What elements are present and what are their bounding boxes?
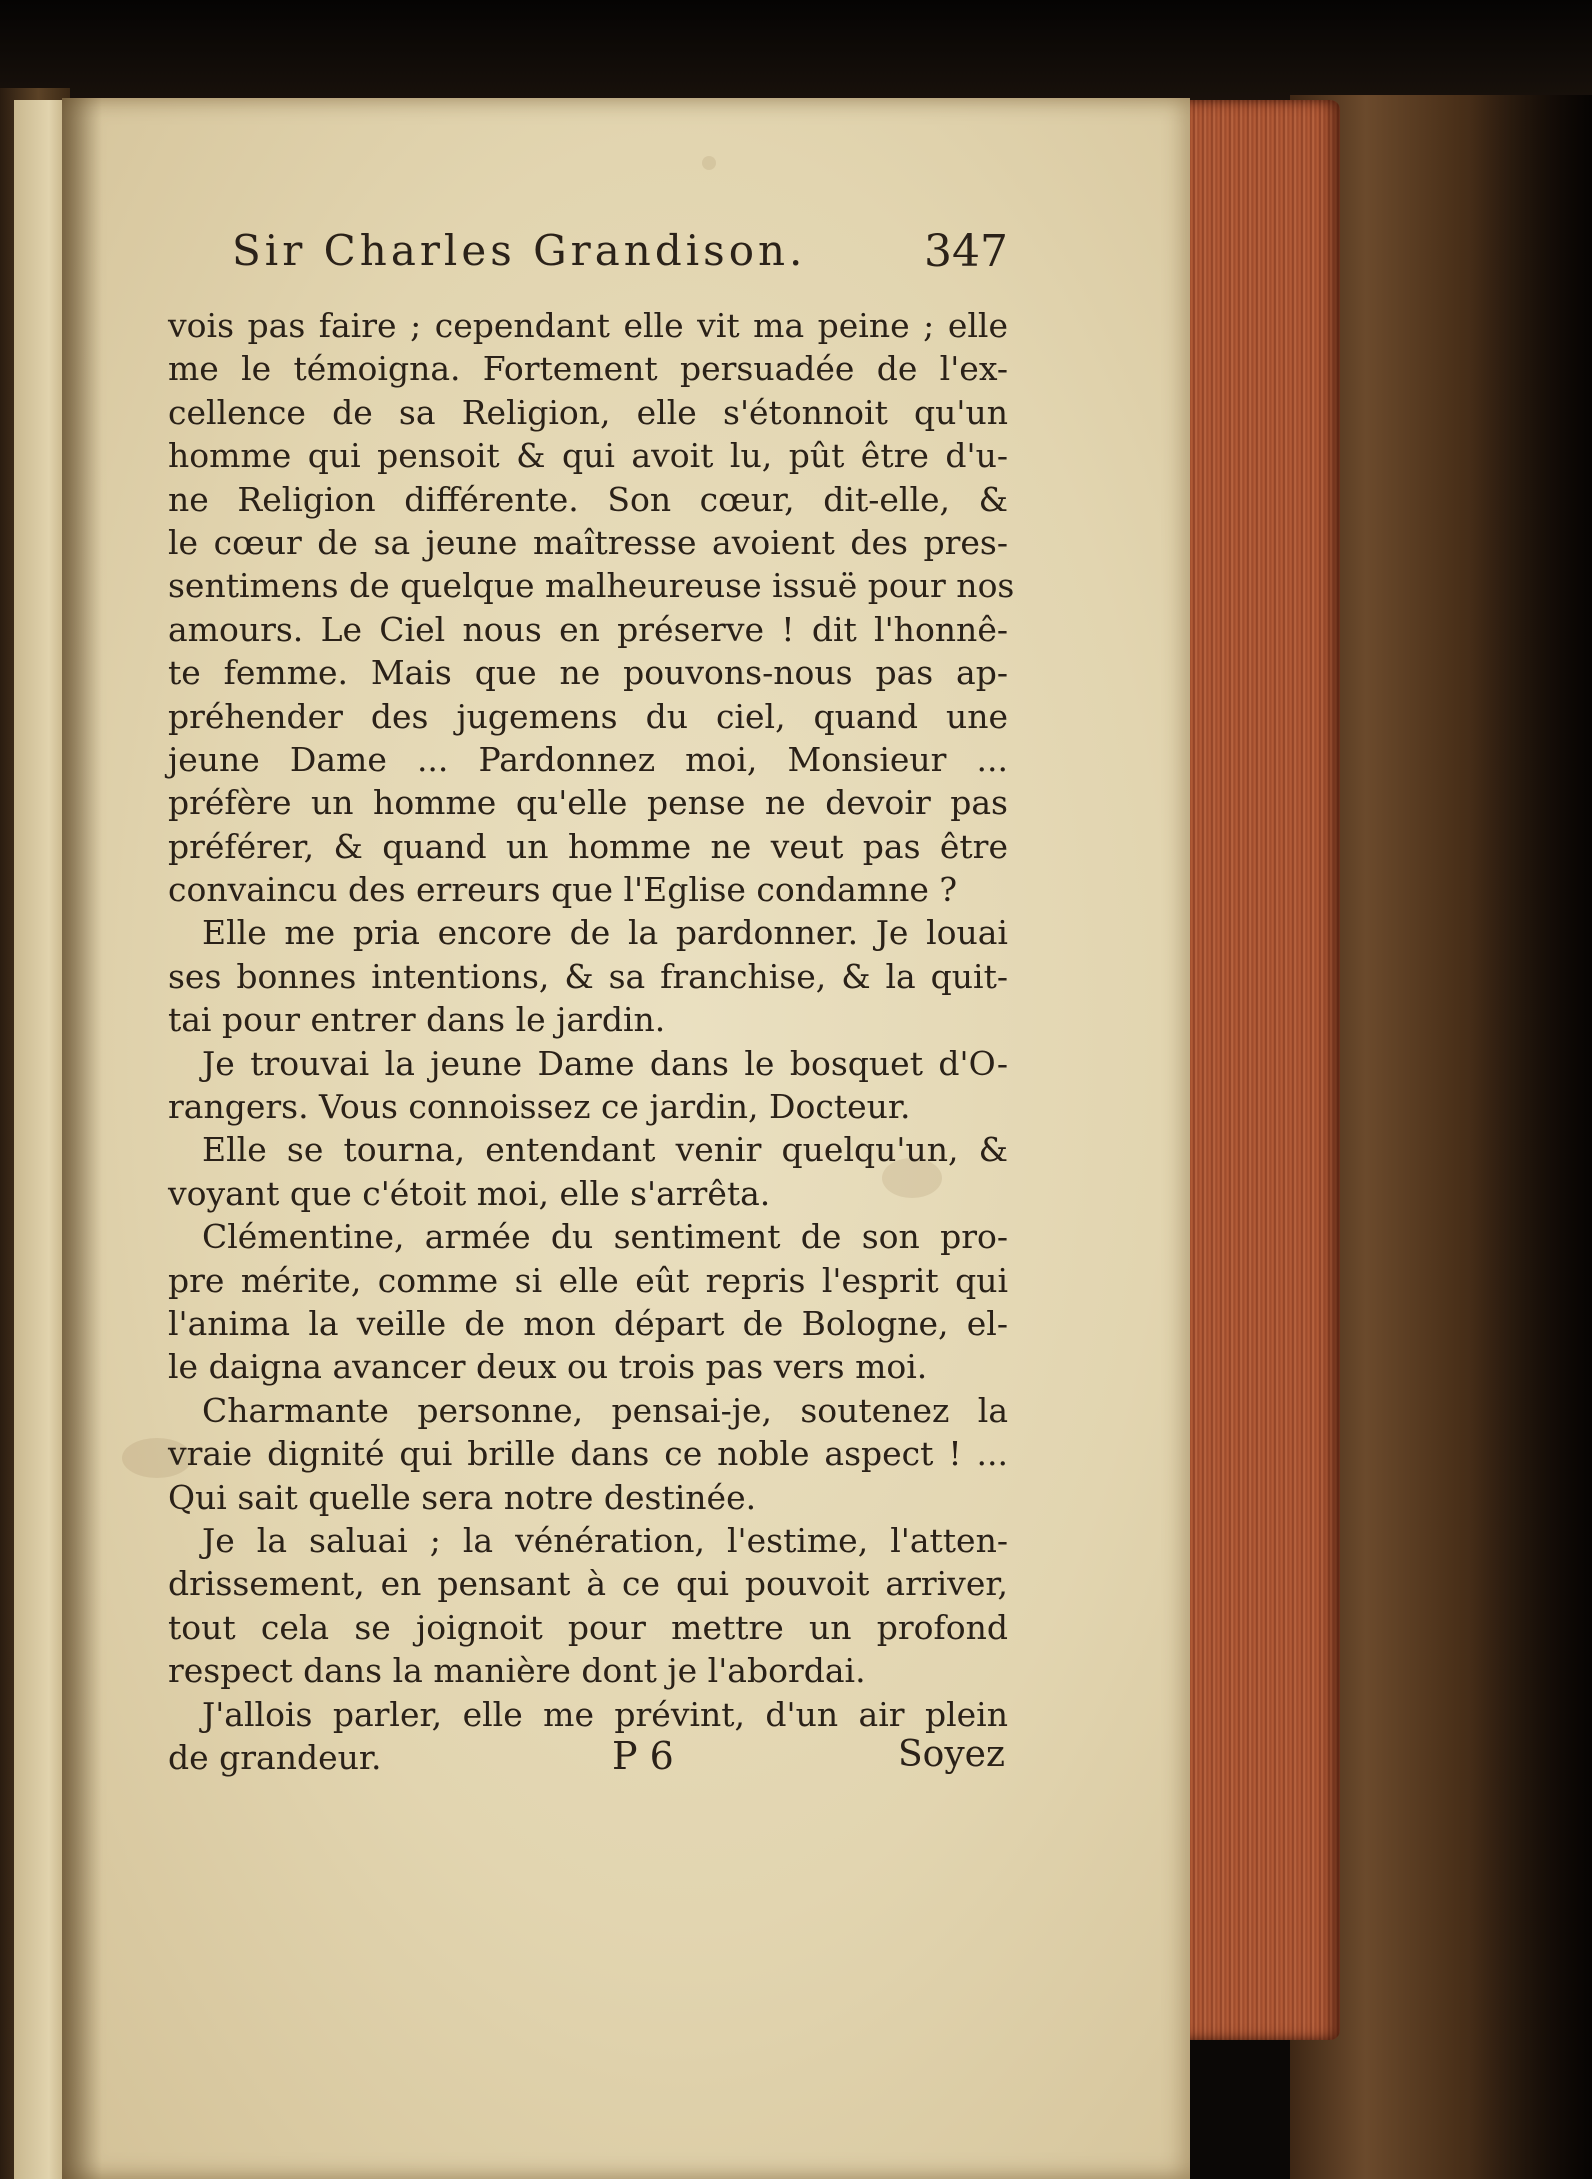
page-gutter-shadow [62,98,102,2179]
text-line: cellence de sa Religion, elle s'étonnoit qu'un [168,392,1008,432]
cover-shadow [1470,95,1592,2179]
text-line: Je trouvai la jeune Dame dans le bosquet d'O- [202,1043,1008,1083]
text-line: Charmante personne, pensai-je, soutenez la [202,1390,1008,1430]
text-line: préfère un homme qu'elle pense ne devoir pas [168,783,1008,823]
red-page-edges [1180,100,1340,2040]
text-line: Qui sait quelle sera notre destinée. [168,1477,757,1517]
text-line: voyant que c'étoit moi, elle s'arrêta. [168,1173,771,1213]
text-line: l'anima la veille de mon départ de Bologne, el- [168,1303,1008,1343]
text-line: homme qui pensoit & qui avoit lu, pût être d'u- [168,436,1008,476]
text-line: jeune Dame ... Pardonnez moi, Monsieur ... [168,739,1008,779]
text-line: vois pas faire ; cependant elle vit ma peine ; elle [168,306,1008,345]
text-line: respect dans la manière dont je l'abordai. [168,1651,866,1691]
text-line: rangers. Vous connoissez ce jardin, Docteur. [168,1087,911,1127]
paper-stain [702,156,716,170]
text-line: ne Religion différente. Son cœur, dit-elle, & [168,479,1008,519]
text-line: ses bonnes intentions, & sa franchise, & la quit- [168,956,1008,996]
text-line: tai pour entrer dans le jardin. [168,1000,666,1040]
text-line: le cœur de sa jeune maîtresse avoient des pres- [168,522,1008,562]
text-line: drissement, en pensant à ce qui pouvoit arriver, [168,1564,1008,1604]
text-line: J'allois parler, elle me prévint, d'un air plein [202,1694,1008,1734]
text-line: préhender des jugemens du ciel, quand une [168,696,1008,736]
text-line: Elle se tourna, entendant venir quelqu'un, & [202,1130,1008,1170]
text-line: te femme. Mais que ne pouvons-nous pas ap- [168,653,1008,693]
text-line: Clémentine, armée du sentiment de son pro- [202,1217,1008,1257]
text-line: tout cela se joignoit pour mettre un profond [168,1607,1008,1647]
text-line: de grandeur. [168,1737,382,1777]
text-line: pre mérite, comme si elle eût repris l'esprit qui [168,1260,1008,1300]
text-line: vraie dignité qui brille dans ce noble aspect ! ... [168,1434,1008,1474]
catchword: Soyez [898,1734,1005,1775]
text-line: le daigna avancer deux ou trois pas vers moi. [168,1347,928,1387]
text-line: amours. Le Ciel nous en préserve ! dit l'honnê- [168,609,1008,649]
page-number: 347 [924,226,1008,277]
text-line: Elle me pria encore de la pardonner. Je louai [202,913,1008,953]
body-text [168,304,1015,1779]
text-line: Je la saluai ; la vénération, l'estime, l'atten- [202,1520,1008,1560]
text-line: préférer, & quand un homme ne veut pas être [168,826,1008,866]
running-head: Sir Charles Grandison. [232,226,807,275]
text-line: me le témoigna. Fortement persuadée de l'ex- [168,349,1008,389]
text-line: convaincu des erreurs que l'Eglise condamne ? [168,870,958,910]
dark-background [0,0,1592,110]
text-line: sentimens de quelque malheureuse issuë pour nos [168,566,1015,606]
signature-mark: P 6 [612,1734,674,1778]
